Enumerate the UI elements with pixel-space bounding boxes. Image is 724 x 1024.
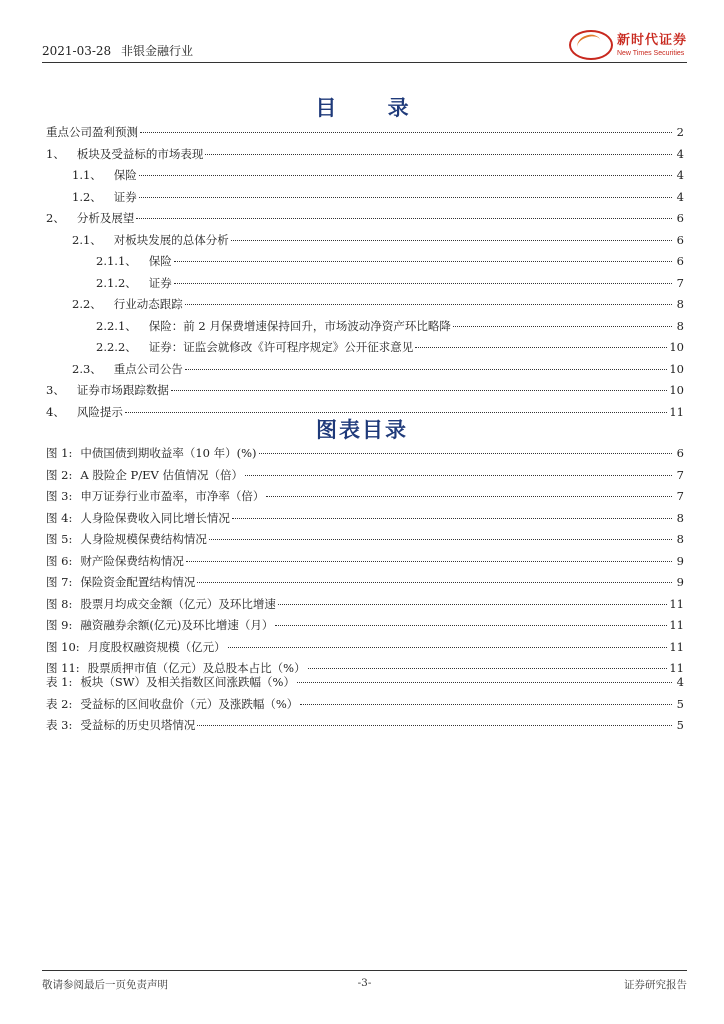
dot-leader	[297, 682, 672, 683]
toc-entry[interactable]	[46, 253, 684, 275]
toc-entry-text: 重点公司盈利预测	[46, 125, 138, 139]
toc-entry[interactable]	[46, 210, 684, 232]
dot-leader	[259, 453, 672, 454]
toc-entry-number: 2.2.2、	[96, 340, 137, 354]
toc-entry-text: 证券	[113, 189, 137, 204]
toc-entry[interactable]	[46, 639, 684, 661]
toc-entry-page: 6	[676, 254, 684, 268]
logo-english-name: New Times Securities	[616, 49, 685, 57]
dot-leader	[139, 175, 672, 176]
dot-leader	[125, 412, 668, 413]
toc-entry-page: 8	[676, 318, 684, 333]
toc-entry[interactable]	[46, 167, 684, 189]
toc-entry[interactable]	[46, 339, 684, 361]
dot-leader	[205, 154, 672, 155]
toc-entry-number: 图 4:	[46, 510, 73, 525]
dot-leader	[174, 283, 672, 284]
toc-entry-number: 2.2、	[72, 297, 102, 311]
toc-entry-text: 行业动态跟踪	[113, 297, 183, 311]
figures-toc-title: 图表目录	[316, 418, 408, 442]
toc-entry-page: 4	[676, 189, 684, 204]
page-footer	[42, 970, 687, 991]
dot-leader	[209, 539, 672, 540]
toc-entry-page: 4	[676, 675, 684, 689]
toc-title: 目 录	[315, 96, 431, 120]
toc-entry-number: 表 1:	[46, 675, 73, 689]
toc-entry-text: 证券	[148, 275, 172, 290]
toc-entry-text: 分析及展望	[76, 211, 135, 225]
toc-entry-text: 证券市场跟踪数据	[76, 383, 169, 397]
footer-disclaimer[interactable]: 敬请参阅最后一页免责声明	[42, 979, 168, 991]
toc-entry-number: 表 3:	[46, 718, 73, 732]
toc-entry-page: 7	[676, 275, 684, 290]
toc-entry-number: 图 1:	[46, 446, 73, 460]
toc-entry-page: 8	[676, 297, 684, 311]
toc-entry[interactable]	[46, 124, 684, 146]
dot-leader	[453, 326, 672, 327]
toc-entry[interactable]	[46, 531, 684, 553]
toc-entry-text: 风险提示	[76, 404, 123, 419]
toc-entry-page: 7	[676, 489, 684, 503]
company-logo	[569, 30, 687, 60]
toc-entry-text: 人身险规模保费结构情况	[80, 532, 207, 546]
toc-entry[interactable]	[46, 617, 684, 639]
toc-entry-number: 2.1.1、	[96, 254, 137, 268]
dot-leader	[197, 725, 672, 726]
toc-entry-page: 5	[676, 696, 684, 711]
toc-entry-page: 6	[676, 446, 684, 460]
report-date: 2021-03-28	[42, 44, 112, 58]
toc-entry-number: 1.2、	[72, 189, 102, 204]
toc-entry-text: 保险	[113, 168, 137, 182]
tables-toc-list	[46, 674, 684, 739]
toc-entry-text: 月度股权融资规模（亿元）	[87, 639, 226, 654]
toc-entry-page: 2	[676, 125, 684, 139]
toc-entry-text: 股票月均成交金额（亿元）及环比增速	[80, 596, 276, 611]
toc-entry-number: 图 10:	[46, 639, 80, 654]
toc-entry-number: 图 3:	[46, 489, 73, 503]
toc-entry[interactable]	[46, 275, 684, 297]
toc-entry-page: 8	[676, 532, 684, 546]
dot-leader	[245, 475, 672, 476]
dot-leader	[300, 704, 672, 705]
toc-entry[interactable]	[46, 296, 684, 318]
toc-entry[interactable]	[46, 361, 684, 383]
page-header	[42, 28, 687, 63]
dot-leader	[232, 518, 672, 519]
toc-entry-text: 中债国债到期收益率（10 年）(%)	[80, 446, 257, 460]
toc-entry[interactable]	[46, 467, 684, 489]
toc-entry-number: 图 2:	[46, 467, 73, 482]
toc-entry-page: 11	[669, 661, 684, 675]
dot-leader	[278, 604, 668, 605]
toc-entry-text: 重点公司公告	[113, 361, 183, 376]
toc-entry-number: 2.2.1、	[96, 318, 137, 333]
toc-entry-page: 11	[669, 639, 684, 654]
toc-entry-number: 图 11:	[46, 661, 80, 675]
toc-entry-page: 8	[676, 510, 684, 525]
toc-entry[interactable]	[46, 318, 684, 340]
dot-leader	[231, 240, 672, 241]
dot-leader	[197, 582, 672, 583]
page-number: -3-	[357, 977, 372, 989]
dot-leader	[275, 625, 667, 626]
toc-entry-text: 融资融券余额(亿元)及环比增速（月）	[80, 618, 274, 632]
toc-entry[interactable]	[46, 674, 684, 696]
toc-entry-number: 图 7:	[46, 575, 73, 589]
toc-entry-number: 表 2:	[46, 696, 73, 711]
logo-chinese-name: 新时代证券	[616, 32, 687, 48]
toc-entry[interactable]	[46, 596, 684, 618]
toc-entry-text: 受益标的历史贝塔情况	[80, 718, 196, 732]
toc-entry-page: 11	[669, 596, 684, 611]
toc-entry-text: 人身险保费收入同比增长情况	[80, 510, 230, 525]
toc-entry-page: 4	[676, 168, 684, 182]
dot-leader	[136, 218, 672, 219]
toc-entry-number: 图 9:	[46, 618, 73, 632]
dot-leader	[415, 347, 667, 348]
toc-entry-page: 4	[676, 146, 684, 161]
toc-entry-text: 对板块发展的总体分析	[113, 232, 229, 247]
toc-entry-text: 申万证券行业市盈率，市净率（倍）	[80, 489, 265, 503]
dot-leader	[186, 561, 672, 562]
report-sector: 非银金融行业	[121, 44, 194, 58]
toc-entry[interactable]	[46, 189, 684, 211]
toc-entry[interactable]	[46, 553, 684, 575]
toc-entry-page: 10	[669, 383, 684, 397]
toc-entry-number: 图 5:	[46, 532, 73, 546]
dot-leader	[308, 668, 668, 669]
dot-leader	[185, 304, 672, 305]
footer-report-type: 证券研究报告	[624, 979, 687, 991]
toc-entry-number: 1.1、	[72, 168, 102, 182]
toc-entry-number: 4、	[46, 404, 65, 419]
toc-entry-number: 图 6:	[46, 553, 73, 568]
toc-list	[46, 124, 684, 425]
dot-leader	[140, 132, 672, 133]
toc-entry-number: 2.1.2、	[96, 275, 137, 290]
dot-leader	[139, 197, 672, 198]
toc-entry-text: A 股险企 P/EV 估值情况（倍）	[80, 467, 243, 482]
toc-entry-text: 证券：证监会就修改《许可程序规定》公开征求意见	[148, 340, 414, 354]
toc-entry-page: 7	[676, 467, 684, 482]
toc-entry[interactable]	[46, 445, 684, 467]
toc-entry-page: 5	[676, 718, 684, 732]
toc-entry-text: 保险：前 2 月保费增速保持回升，市场波动净资产环比略降	[148, 318, 451, 333]
toc-entry-page: 11	[669, 404, 684, 419]
toc-entry-page: 11	[669, 618, 684, 632]
dot-leader	[171, 390, 668, 391]
dot-leader	[266, 496, 672, 497]
toc-entry-number: 3、	[46, 383, 65, 397]
toc-entry[interactable]	[46, 717, 684, 739]
dot-leader	[185, 369, 668, 370]
logo-emblem-icon	[569, 30, 613, 60]
toc-entry-number: 图 8:	[46, 596, 73, 611]
figures-toc-list	[46, 445, 684, 682]
toc-entry-text: 股票质押市值（亿元）及总股本占比（%）	[87, 661, 306, 675]
toc-entry-page: 10	[669, 340, 684, 354]
toc-entry-text: 受益标的区间收盘价（元）及涨跌幅（%）	[80, 696, 299, 711]
toc-entry[interactable]	[46, 574, 684, 596]
toc-entry[interactable]	[46, 232, 684, 254]
dot-leader	[228, 647, 668, 648]
toc-entry-number: 2、	[46, 211, 65, 225]
header-info	[42, 42, 193, 59]
toc-entry-text: 板块及受益标的市场表现	[76, 146, 204, 161]
toc-entry-number: 1、	[46, 146, 65, 161]
toc-entry-number: 2.1、	[72, 232, 102, 247]
toc-entry-text: 财产险保费结构情况	[80, 553, 184, 568]
toc-entry-page: 6	[676, 211, 684, 225]
dot-leader	[174, 261, 672, 262]
toc-entry[interactable]	[46, 146, 684, 168]
toc-entry-page: 6	[676, 232, 684, 247]
toc-entry-page: 10	[669, 361, 684, 376]
toc-entry-text: 保险资金配置结构情况	[80, 575, 196, 589]
toc-entry-text: 保险	[148, 254, 172, 268]
toc-entry[interactable]	[46, 488, 684, 510]
toc-entry[interactable]	[46, 382, 684, 404]
toc-entry-page: 9	[676, 575, 684, 589]
toc-entry-text: 板块（SW）及相关指数区间涨跌幅（%）	[80, 675, 295, 689]
toc-entry-number: 2.3、	[72, 361, 102, 376]
toc-entry-page: 9	[676, 553, 684, 568]
toc-entry[interactable]	[46, 696, 684, 718]
toc-entry[interactable]	[46, 510, 684, 532]
